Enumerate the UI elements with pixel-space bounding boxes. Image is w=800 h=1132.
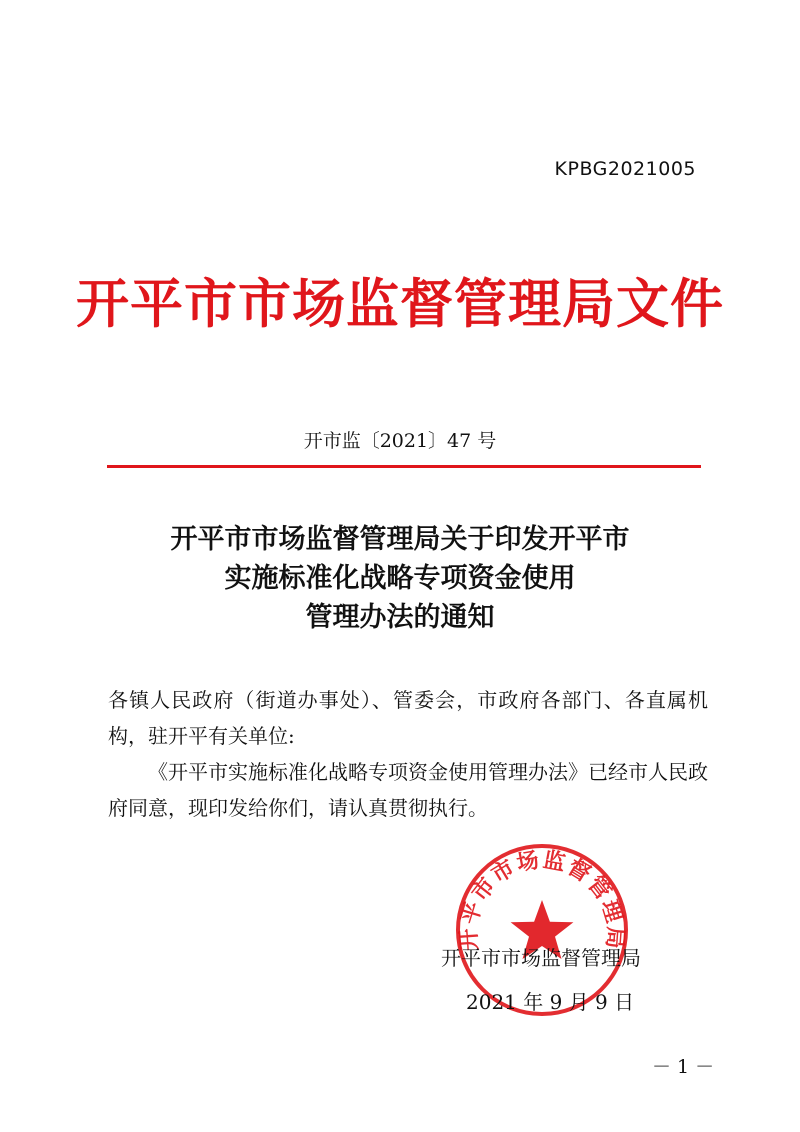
title-line-2: 实施标准化战略专项资金使用 — [224, 563, 576, 594]
document-title — [0, 520, 800, 637]
title-line-3: 管理办法的通知 — [305, 602, 495, 633]
title-line-1: 开平市市场监督管理局关于印发开平市 — [170, 524, 630, 555]
body-paragraph: 《开平市实施标准化战略专项资金使用管理办法》已经市人民政府同意，现印发给你们，请认真贯彻执行。 — [108, 760, 708, 820]
page-number: － 1 － — [652, 1056, 715, 1078]
svg-text:开平市市场监督管理局: 开平市市场监督管理局 — [456, 847, 628, 952]
issue-date: 2021 年 9 月 9 日 — [466, 990, 635, 1014]
document-code: KPBG2021005 — [554, 158, 696, 180]
document-body — [108, 682, 708, 826]
document-number: 开市监〔2021〕47 号 — [303, 430, 497, 452]
issuer-signature: 开平市市场监督管理局 — [441, 946, 641, 970]
addressee-paragraph: 各镇人民政府（街道办事处）、管委会，市政府各部门、各直属机构，驻开平有关单位: — [108, 688, 708, 748]
agency-header: 开平市市场监督管理局文件 — [76, 273, 724, 335]
red-divider-line — [107, 465, 701, 468]
